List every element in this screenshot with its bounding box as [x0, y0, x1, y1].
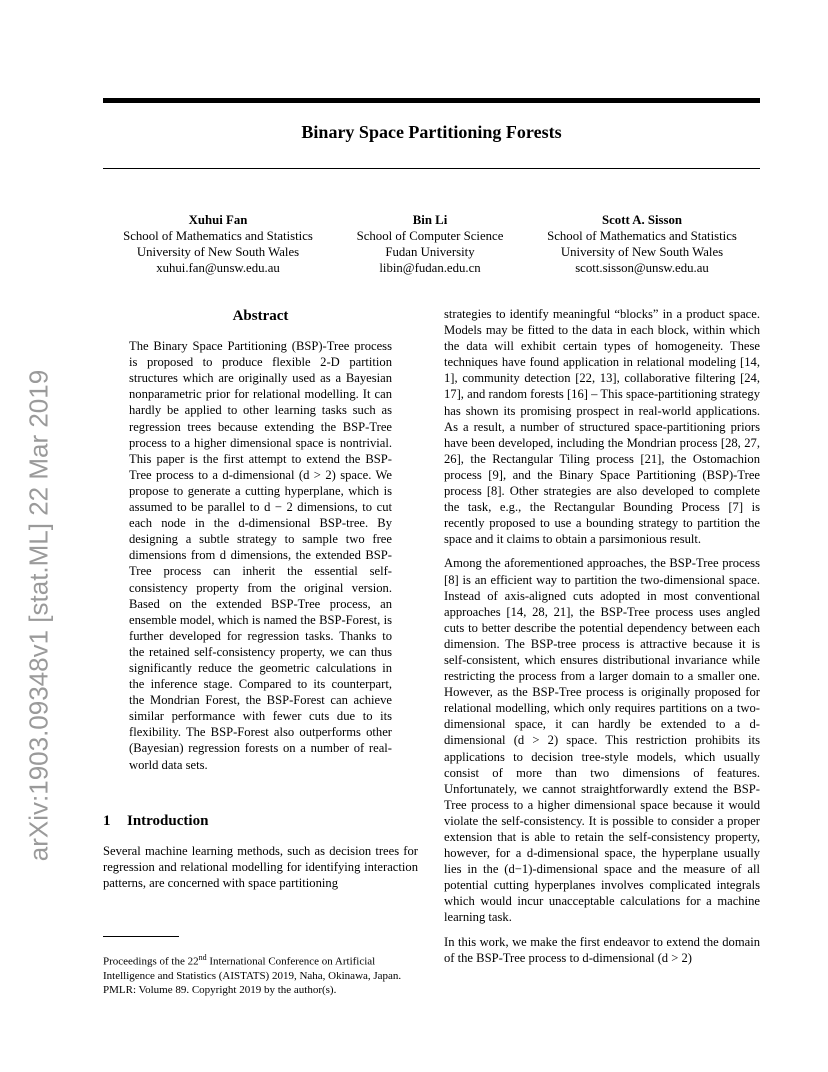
- right-column: [444, 306, 760, 966]
- paper-title: Binary Space Partitioning Forests: [301, 122, 562, 142]
- body-paragraph: In this work, we make the first endeavor to extend the domain of the BSP-Tree process to d-dimensional (d > 2): [444, 934, 760, 965]
- author-block: [527, 212, 757, 276]
- footnote: [103, 936, 419, 997]
- author-affiliation: School of Mathematics and Statistics: [547, 229, 737, 243]
- section-title: Introduction: [127, 812, 209, 829]
- author-institution: University of New South Wales: [136, 245, 300, 259]
- author-institution: Fudan University: [385, 245, 475, 259]
- author-block: [330, 212, 530, 276]
- footnote-suffix: International Conference on Artificial Intelligence and Statistics (AISTATS) 2019, Naha, Okinawa, Japan. PMLR: Volume 89. Copyright 2019 by the author(s).: [103, 955, 402, 996]
- author-email: xuhui.fan@unsw.edu.au: [156, 261, 280, 275]
- abstract-heading: Abstract: [232, 308, 289, 324]
- title-rule-bottom: [103, 168, 760, 169]
- section-heading-introduction: [103, 813, 418, 829]
- body-paragraph: Among the aforementioned approaches, the BSP-Tree process [8] is an efficient way to partition the two-dimensional space. Instead of axis-aligned cuts adopted in most conventional approaches [14, 28, 21], the BSP-Tree process uses angled cuts to better describe the potential dependency between each dimension. The BSP-tree process is attractive because it is self-consistent, which ensures distributional invariance while restricting the process from a larger domain to a smaller one. However, as the BSP-Tree process is originally proposed for relational modelling, which only requires partitions on a two-dimensional space, it can hardly be extended to a d-dimensional (d > 2) space. This restriction prohibits its applications to decision tree-style models, which usually consist of more than two dimensions of features. Unfortunately, we cannot straightforwardly extend the BSP-Tree process to a higher dimensional space because it would violate the self-consistency. It is possible to consider a proper extension that is able to retain the self-consistency property, however, for a d-dimensional space, the hyperplane usually lies in the (d−1)-dimensional space and the measure of all potential cutting hyperplanes involves complicated integrals which would incur unacceptable calculations for a machine learning task.: [444, 556, 760, 925]
- author-email: libin@fudan.edu.cn: [379, 261, 481, 275]
- footnote-prefix: Proceedings of the 22: [103, 955, 199, 968]
- footnote-rule: [103, 936, 179, 937]
- author-affiliation: School of Mathematics and Statistics: [123, 229, 313, 243]
- abstract-body: The Binary Space Partitioning (BSP)-Tree process is proposed to produce flexible 2-D partition structures which are originally used as a Bayesian nonparametric prior for relational modelling. It can hardly be applied to other learning tasks such as regression trees because extending the BSP-Tree process to a higher dimensional space is nontrivial. This paper is the first attempt to extend the BSP-Tree process to a d-dimensional (d > 2) space. We propose to generate a cutting hyperplane, which is assumed to be parallel to d − 2 dimensions, to cut each node in the d-dimensional BSP-tree. By designing a subtle strategy to sample two free dimensions from d dimensions, the extended BSP-Tree process can inherit the essential self-consistency property from the original version. Based on the extended BSP-Tree process, an ensemble model, which is named the BSP-Forest, is further developed for regression tasks. Thanks to the retained self-consistency property, we can thus significantly reduce the geometric calculations in the inference stage. Compared to its counterpart, the Mondrian Forest, the BSP-Forest can achieve similar performance with fewer cuts due to its flexibility. The BSP-Forest also outperforms other (Bayesian) regression forests on a number of real-world data sets.: [129, 339, 392, 772]
- left-column: [103, 306, 418, 891]
- author-affiliation: School of Computer Science: [356, 229, 504, 243]
- author-block: [103, 212, 333, 276]
- title-rule-top: [103, 98, 760, 103]
- arxiv-stamp: arXiv:1903.09348v1 [stat.ML] 22 Mar 2019: [23, 369, 54, 862]
- footnote-superscript: nd: [198, 953, 207, 962]
- section-number: 1: [103, 812, 111, 829]
- author-name: Xuhui Fan: [188, 213, 248, 227]
- author-name: Scott A. Sisson: [602, 213, 682, 227]
- author-institution: University of New South Wales: [560, 245, 724, 259]
- footnote-text: [103, 951, 419, 997]
- author-email: scott.sisson@unsw.edu.au: [575, 261, 709, 275]
- intro-paragraph: Several machine learning methods, such as decision trees for regression and relational modelling for identifying interaction patterns, are concerned with space partitioning: [103, 843, 418, 890]
- body-paragraph: strategies to identify meaningful “blocks” in a product space. Models may be fitted to the data in each block, within which the data will exhibit certain types of homogeneity. These techniques have found application in relational modeling [14, 1], community detection [22, 13], collaborative filtering [24, 17], and random forests [16] – This space-partitioning strategy has shown its promising prospect in real-world applications. As a result, a number of structured space-partitioning priors have been developed, including the Mondrian process [28, 27, 26], the Rectangular Tiling process [21], the Ostomachion process [9], and the Binary Space Partitioning (BSP)-Tree process [8]. Other strategies are also developed to complete the task, e.g., the Rectangular Bounding Process [7] is recently proposed to use a bounding strategy to partition the space and it claims to obtain a parsimonious result.: [444, 307, 760, 547]
- author-name: Bin Li: [412, 213, 448, 227]
